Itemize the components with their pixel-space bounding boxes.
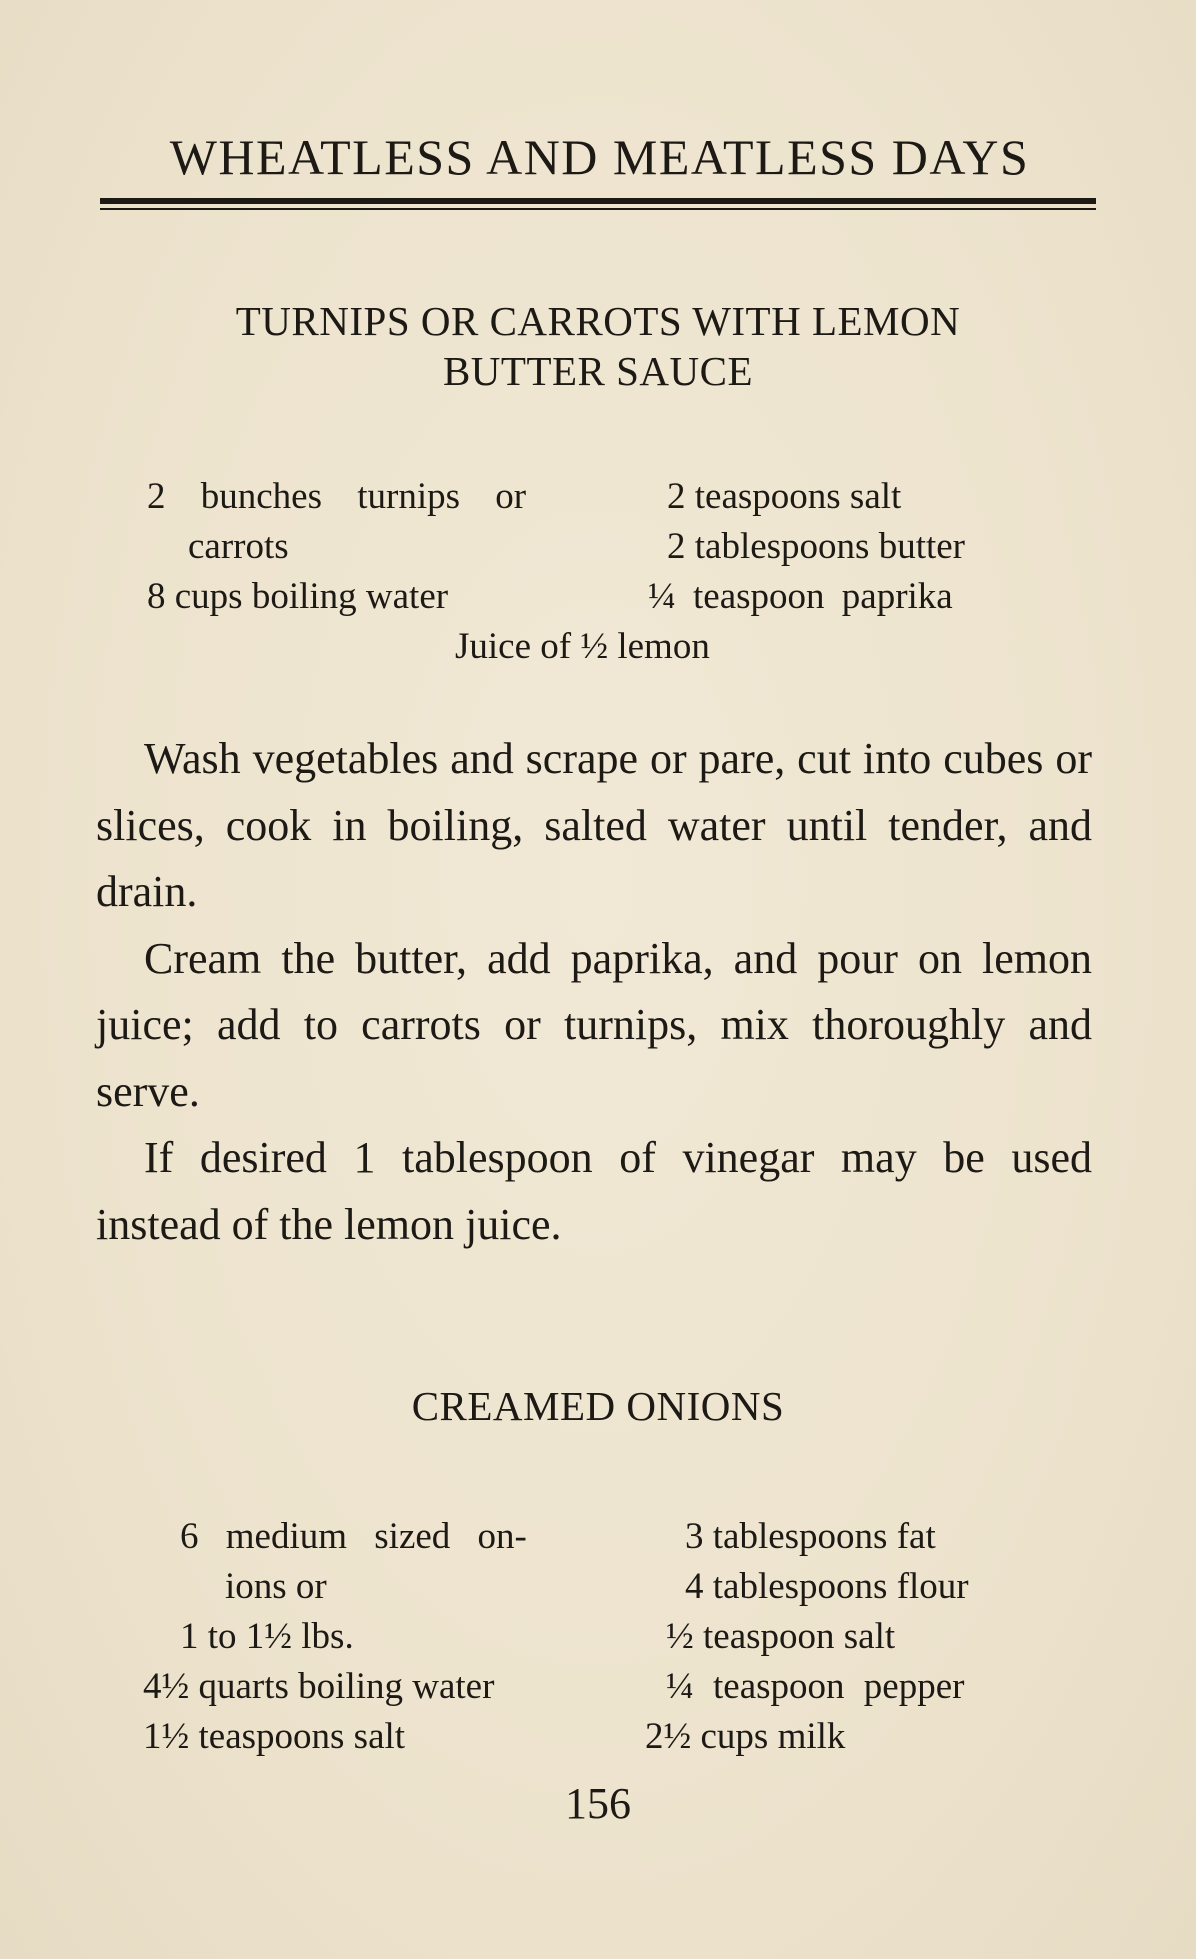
- ingredient-item: ½ teaspoon salt: [666, 1616, 896, 1657]
- header-rule-thick: [100, 198, 1096, 204]
- ingredient-item: 1½ teaspoons salt: [143, 1716, 406, 1757]
- ingredient-item: 4 tablespoons flour: [685, 1566, 969, 1607]
- recipe-title: CREAMED ONIONS: [411, 1383, 785, 1429]
- ingredient-item: carrots: [188, 526, 289, 567]
- ingredient-item: 1 to 1½ lbs.: [180, 1616, 354, 1657]
- ingredient-item: ¼ teaspoon paprika: [648, 576, 953, 617]
- ingredient-item: 2 teaspoons salt: [667, 476, 902, 517]
- ingredient-item: 2½ cups milk: [645, 1716, 846, 1757]
- direction-paragraph: Cream the butter, add paprika, and pour on lemon juice; add to carrots or turnips, mix thoroughly and serve.: [96, 933, 1092, 1116]
- ingredient-item: 2 tablespoons butter: [667, 526, 966, 567]
- recipe-title-line-1: TURNIPS OR CARROTS WITH LEMON: [235, 298, 961, 344]
- ingredient-item: 8 cups boiling water: [147, 576, 449, 617]
- recipe-directions: [96, 726, 1092, 1258]
- recipe-title-line-2: BUTTER SAUCE: [442, 348, 754, 394]
- ingredient-item: 6 medium sized on-: [180, 1516, 527, 1557]
- ingredient-item: Juice of ½ lemon: [455, 626, 710, 667]
- ingredient-item: ions or: [225, 1566, 327, 1607]
- direction-paragraph: If desired 1 tablespoon of vinegar may be used instead of the lemon juice.: [96, 1133, 1092, 1249]
- running-head: WHEATLESS AND MEATLESS DAYS: [169, 129, 1030, 185]
- page-number: 156: [565, 1779, 631, 1828]
- ingredient-item: 3 tablespoons fat: [685, 1516, 936, 1557]
- header-rule-thin: [100, 208, 1096, 210]
- ingredient-item: 2 bunches turnips or: [147, 476, 527, 517]
- direction-paragraph: Wash vegetables and scrape or pare, cut into cubes or slices, cook in boiling, salted water until tender, and drain.: [96, 734, 1092, 916]
- ingredient-item: ¼ teaspoon pepper: [666, 1666, 965, 1707]
- ingredient-item: 4½ quarts boiling water: [143, 1666, 495, 1707]
